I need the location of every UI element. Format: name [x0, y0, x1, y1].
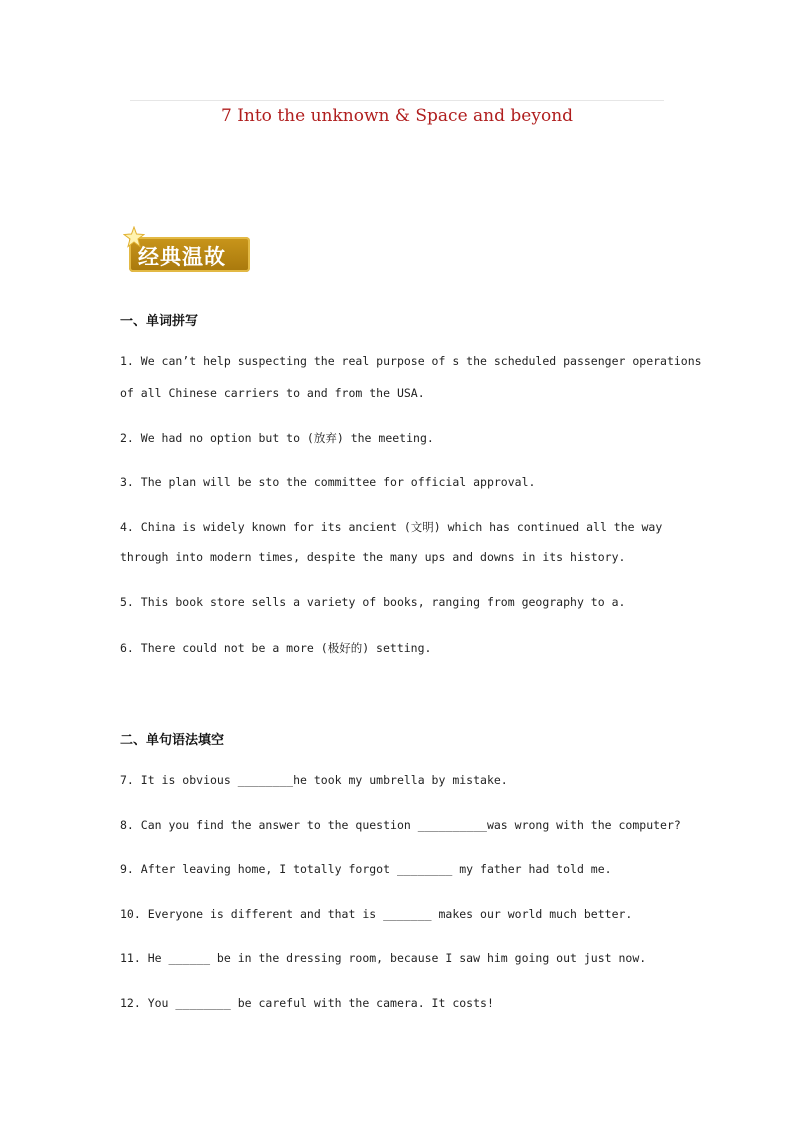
title-rule: [130, 100, 664, 101]
list-item: 11. He ______ be in the dressing room, because I saw him going out just now.: [120, 951, 647, 965]
list-item: 3. The plan will be sto the committee for official approval.: [120, 475, 536, 489]
list-item: 12. You ________ be careful with the camera. It costs!: [120, 996, 494, 1010]
list-item: 4. China is widely known for its ancient (文明) which has continued all the way: [120, 520, 663, 534]
section1-heading: 一、单词拼写: [120, 314, 199, 329]
list-item: 9. After leaving home, I totally forgot ________ my father had told me.: [120, 862, 612, 876]
section2-heading: 二、单句语法填空: [120, 733, 225, 748]
list-item: 5. This book store sells a variety of books, ranging from geography to a.: [120, 595, 626, 609]
page-title: 7 Into the unknown & Space and beyond: [220, 106, 574, 126]
list-item: 6. There could not be a more (极好的) setting.: [120, 641, 432, 655]
badge-label: 经典温故: [138, 245, 226, 269]
list-item: of all Chinese carriers to and from the USA.: [120, 386, 425, 400]
list-item: 2. We had no option but to (放弃) the meeting.: [120, 431, 434, 445]
section-badge: [126, 232, 250, 272]
list-item: 8. Can you find the answer to the question __________was wrong with the computer?: [120, 818, 681, 832]
list-item: 7. It is obvious ________he took my umbrella by mistake.: [120, 773, 508, 787]
list-item: through into modern times, despite the many ups and downs in its history.: [120, 550, 626, 564]
list-item: 10. Everyone is different and that is _______ makes our world much better.: [120, 907, 633, 921]
list-item: 1. We can’t help suspecting the real purpose of s the scheduled passenger operations: [120, 354, 702, 368]
